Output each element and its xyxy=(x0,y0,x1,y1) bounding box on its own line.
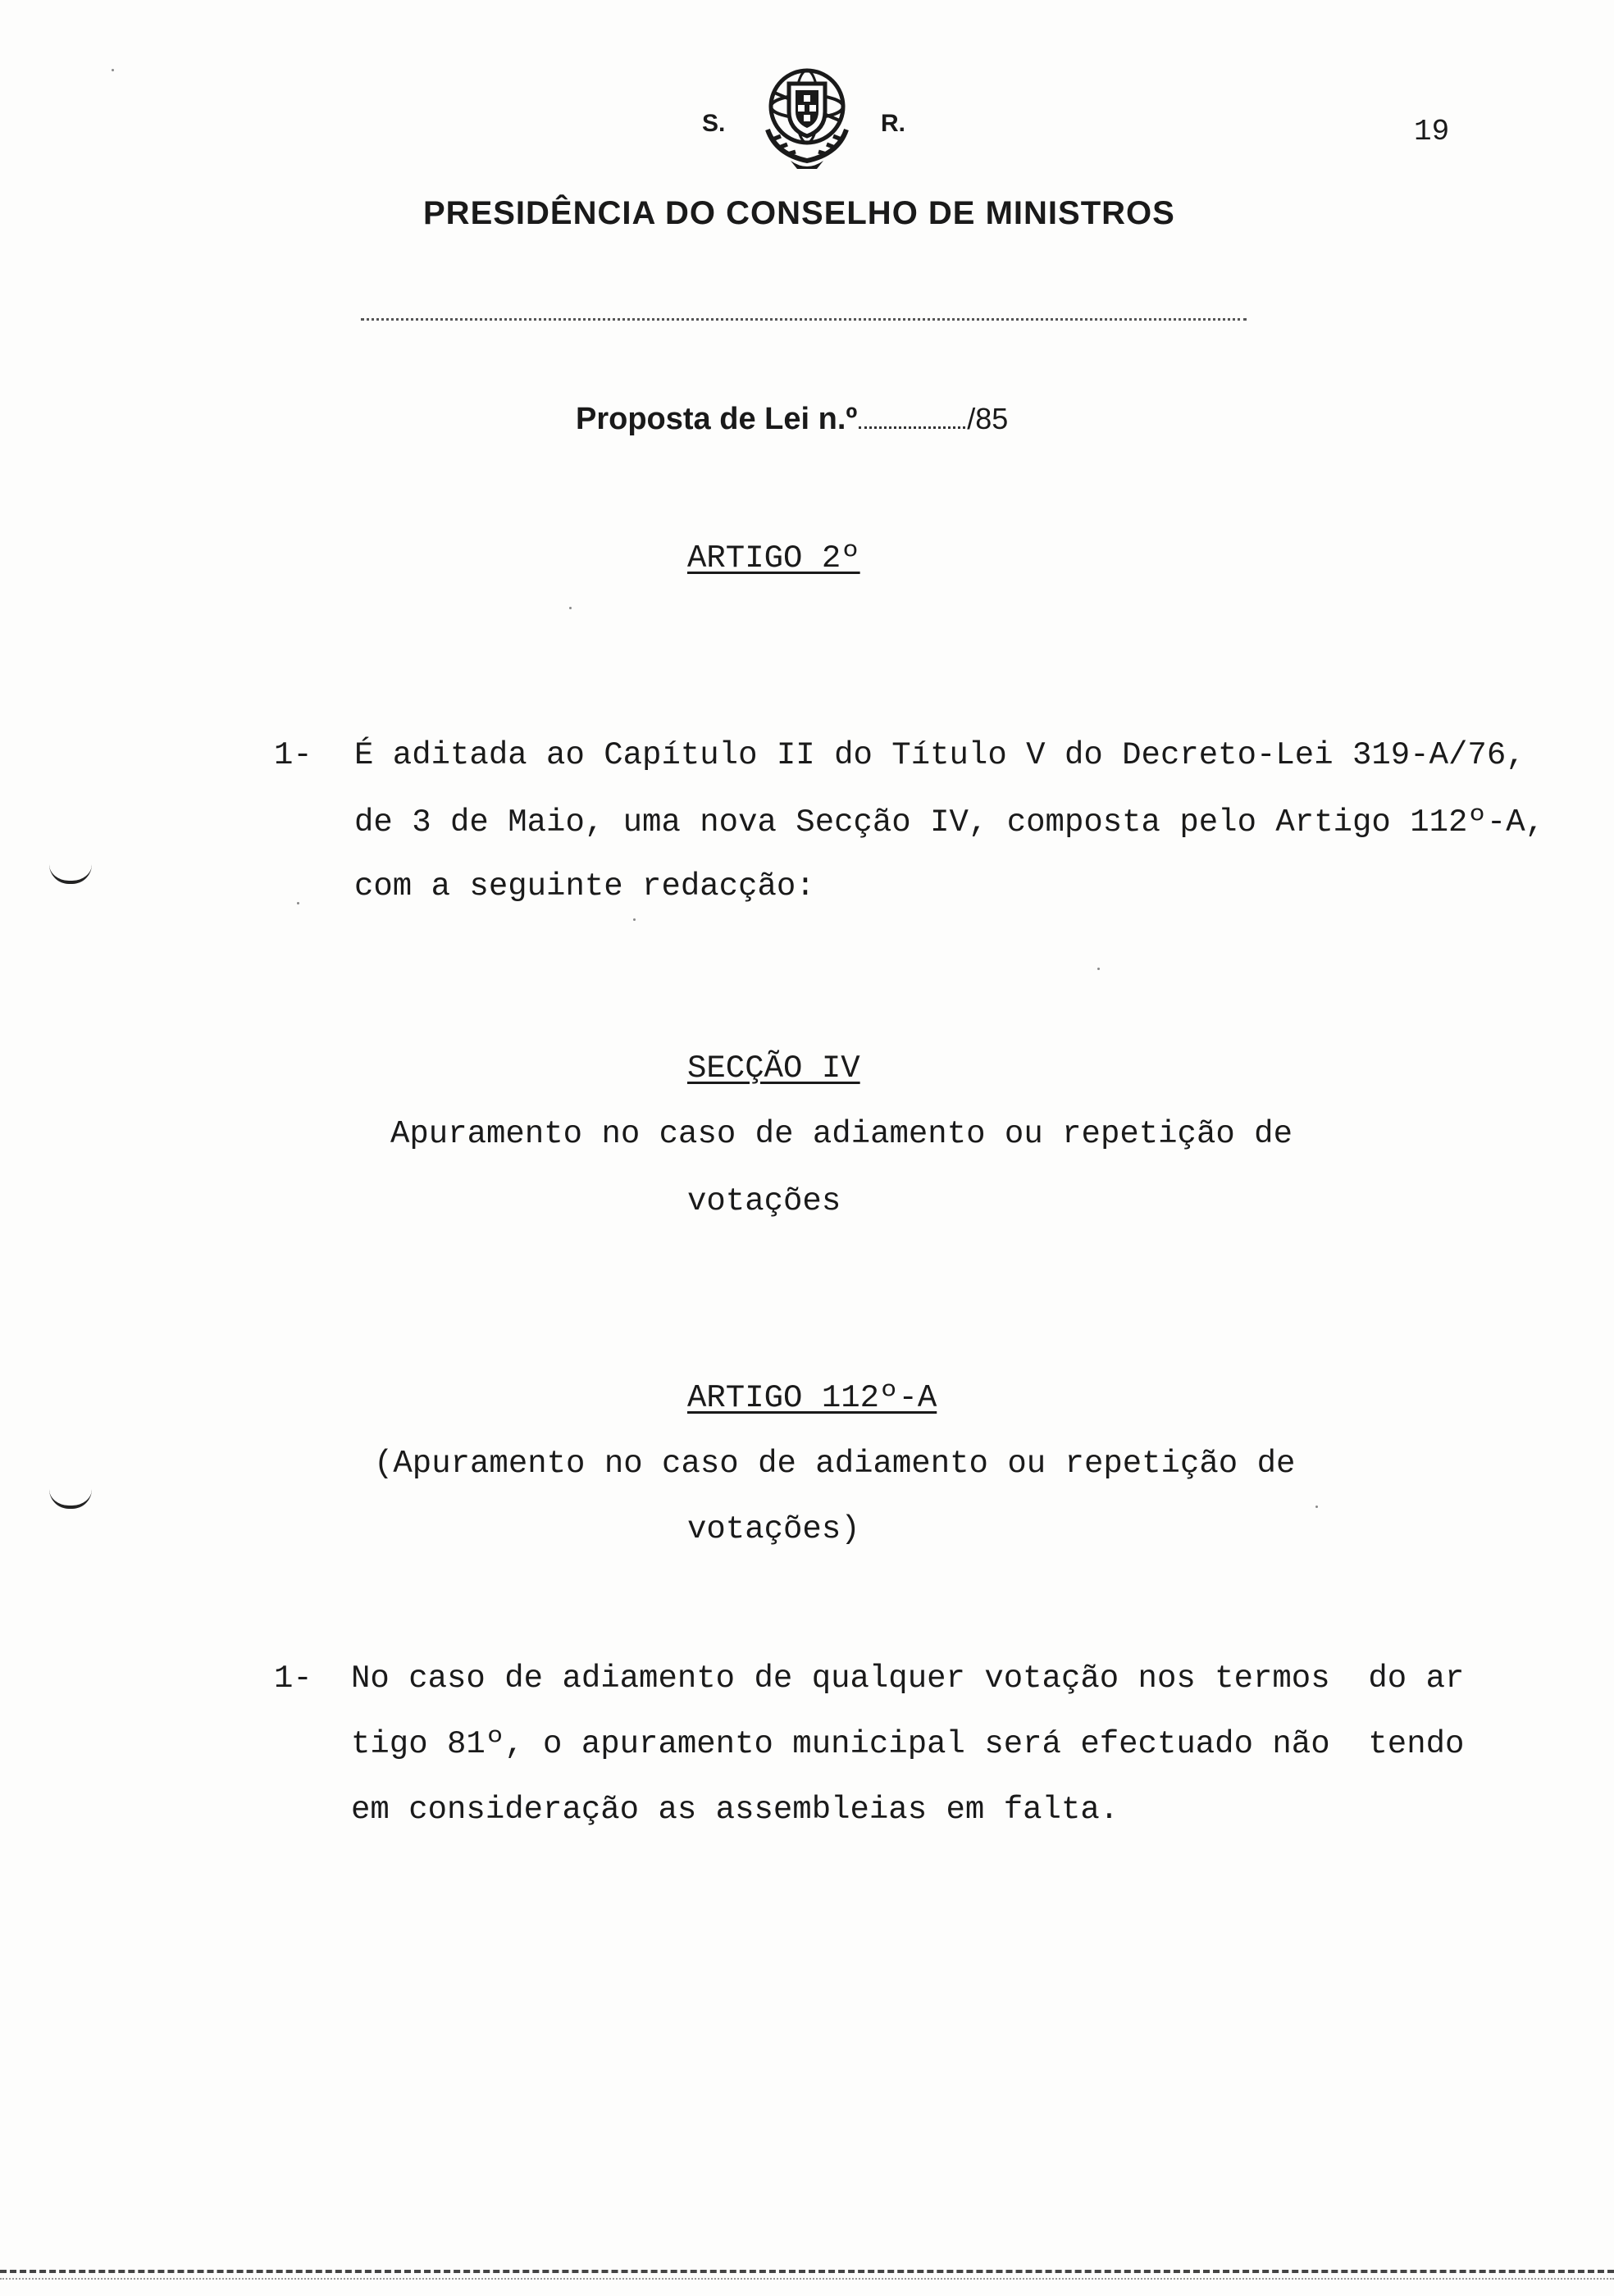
scan-bottom-edge xyxy=(0,2270,1614,2273)
scan-speck xyxy=(112,69,114,71)
article-112a-line-1: No caso de adiamento de qualquer votação nos termos do ar xyxy=(351,1660,1465,1697)
scan-bottom-edge xyxy=(0,2278,1614,2280)
ministry-heading: PRESIDÊNCIA DO CONSELHO DE MINISTROS xyxy=(423,195,1175,231)
article-112a-heading: ARTIGO 112º-A xyxy=(687,1380,937,1416)
article-112a-line-3: em consideração as assembleias em falta. xyxy=(351,1792,1119,1828)
article-112a-item-number: 1- xyxy=(274,1660,312,1697)
section-iv-title-line-1: Apuramento no caso de adiamento ou repetição de xyxy=(390,1116,1293,1152)
page-number: 19 xyxy=(1414,115,1450,148)
scan-speck xyxy=(297,902,299,904)
article-2-line-3: com a seguinte redacção: xyxy=(354,868,815,904)
section-iv-heading: SECÇÃO IV xyxy=(687,1050,860,1086)
article-112a-line-2: tigo 81º, o apuramento municipal será efectuado não tendo xyxy=(351,1726,1465,1762)
article-112a-subtitle-line-1: (Apuramento no caso de adiamento ou repetição de xyxy=(374,1446,1296,1482)
proposal-number: /85 xyxy=(967,402,1009,435)
article-112a-subtitle-line-2: votações) xyxy=(687,1511,860,1547)
scan-speck xyxy=(633,918,636,921)
scan-speck xyxy=(1097,968,1100,970)
scan-speck xyxy=(569,607,572,609)
article-2-line-1: É aditada ao Capítulo II do Título V do Decreto-Lei 319-A/76, xyxy=(354,737,1525,773)
proposal-line xyxy=(576,402,1008,437)
dotted-separator xyxy=(361,318,1247,321)
coat-of-arms-emblem xyxy=(758,64,856,172)
article-2-line-2: de 3 de Maio, uma nova Secção IV, composta pelo Artigo 112º-A, xyxy=(354,804,1545,840)
section-iv-title-line-2: votações xyxy=(687,1183,841,1219)
coat-of-arms-icon xyxy=(758,64,856,172)
header-letter-s: S. xyxy=(702,110,726,137)
article-2-heading: ARTIGO 2º xyxy=(687,540,860,576)
proposal-number-blank xyxy=(859,426,965,429)
article-2-item-number: 1- xyxy=(274,737,312,773)
header-letter-r: R. xyxy=(881,110,905,137)
binding-mark xyxy=(49,864,92,884)
scan-speck xyxy=(1315,1506,1318,1508)
binding-mark xyxy=(49,1489,92,1509)
proposal-label: Proposta de Lei n.º xyxy=(576,402,858,436)
